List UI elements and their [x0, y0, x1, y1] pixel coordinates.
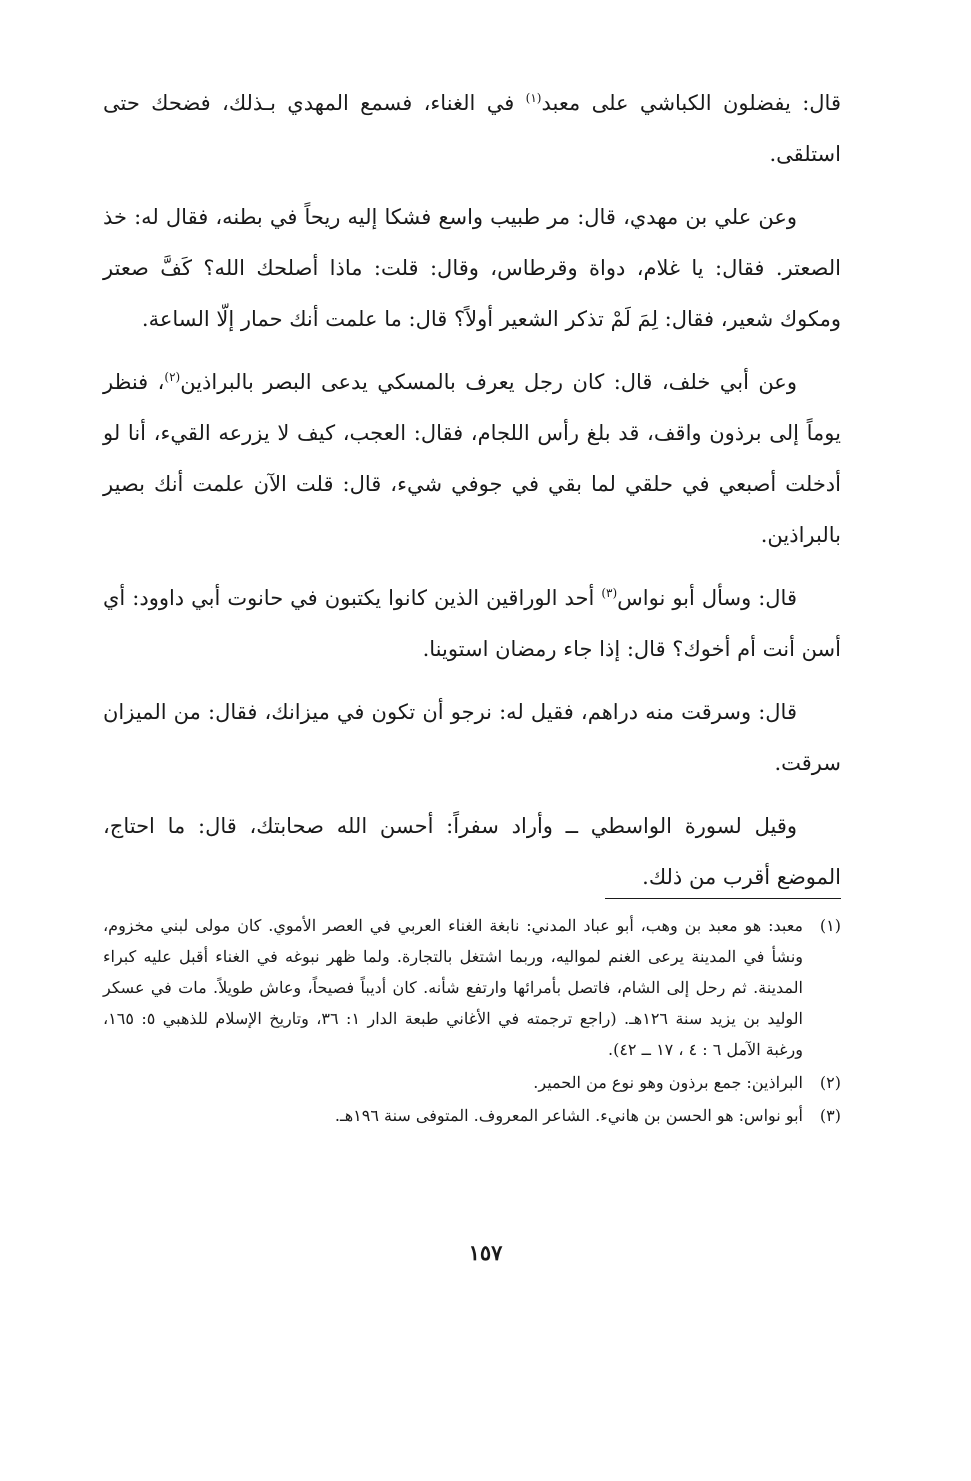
- footnote-number: (٣): [819, 1106, 841, 1125]
- footnote-3: [103, 1100, 841, 1131]
- footnote-text: البراذين: جمع برذون وهو نوع من الحمير.: [533, 1073, 803, 1092]
- paragraph-1: قال: يفضلون الكباشي على معبد$^{(١)}$ في الغناء، فسمع المهدي بـذلك، فضحك حتى استلقى.: [103, 91, 841, 166]
- paragraph-5: قال: وسرقت منه دراهم، فقيل له: نرجو أن تكون في ميزانك، فقال: من الميزان سرقت.: [103, 700, 841, 775]
- footnote-1: [103, 910, 841, 1065]
- page-number: ١٥٧: [468, 1240, 503, 1265]
- main-text: [103, 78, 841, 915]
- footnote-text: معبد: هو معبد بن وهب، أبو عباد المدني: نابغة الغناء العربي في العصر الأموي. كان مولى لبني مخزوم، ونشأ في المدينة يرعى الغنم لمواليه، وربما اشتغل بالتجارة. ولما ظهر نبوغه في الغناء أقبل عليه كبراء المدينة. ثم رحل إلى الشام، فاتصل بأمرائها وارتفع شأنه. كان أديباً فصيحاً، وعاش طويلاً. مات في عسكر الوليد بن يزيد سنة ١٢٦هـ. (راجع ترجمته في الأغاني طبعة الدار ١: ٣٦، وتاريخ الإسلام للذهبي ٥: ١٦٥، ورغبة الآمل ٦ : ٤ ، ١٧ ــ ٤٢).: [103, 916, 803, 1059]
- footnote-separator: [605, 898, 841, 899]
- footnote-text: أبو نواس: هو الحسن بن هانيء. الشاعر المعروف. المتوفى سنة ١٩٦هـ.: [334, 1106, 803, 1125]
- footnote-2: [103, 1067, 841, 1098]
- footnote-ref-2: (٢): [164, 370, 181, 384]
- paragraph-4: قال: وسأل أبو نواس$^{(٣)}$ أحد الوراقين الذين كانوا يكتبون في حانوت أبي داوود: أي أسن أنت أم أخوك؟ قال: إذا جاء رمضان استوينا.: [103, 586, 841, 661]
- paragraph-3: وعن أبي خلف، قال: كان رجل يعرف بالمسكي يدعى البصر بالبراذين$^{(٢)}$، فنظر يوماً إلى برذون واقف، قد بلغ رأس اللجام، فقال: العجب، كيف لا يزرعه القيء، أنا لو أدخلت أصبعي في حلقي لما بقي في جوفي شيء، قال: قلت الآن علمت أنك بصير بالبراذين.: [103, 370, 841, 547]
- footnotes: [103, 910, 841, 1133]
- footnote-number: (١): [819, 916, 841, 935]
- paragraph-2: وعن علي بن مهدي، قال: مر طبيب واسع فشكا إليه ريحاً في بطنه، فقال له: خذ الصعتر. فقال: يا غلام، دواة وقرطاس، وقال: قلت: ماذا أصلحك الله؟ كَفَّ صعتر ومكوك شعير، فقال: لِمَ لَمْ تذكر الشعير أولاً؟ قال: ما علمت أنك حمار إلّا الساعة.: [103, 205, 841, 331]
- footnote-ref-1: (١): [525, 91, 542, 105]
- paragraph-6: وقيل لسورة الواسطي ــ وأراد سفراً: أحسن الله صحابتك، قال: ما احتاج، الموضع أقرب من ذلك.: [103, 814, 841, 889]
- footnote-number: (٢): [819, 1073, 841, 1092]
- footnote-ref-3: (٣): [601, 586, 618, 600]
